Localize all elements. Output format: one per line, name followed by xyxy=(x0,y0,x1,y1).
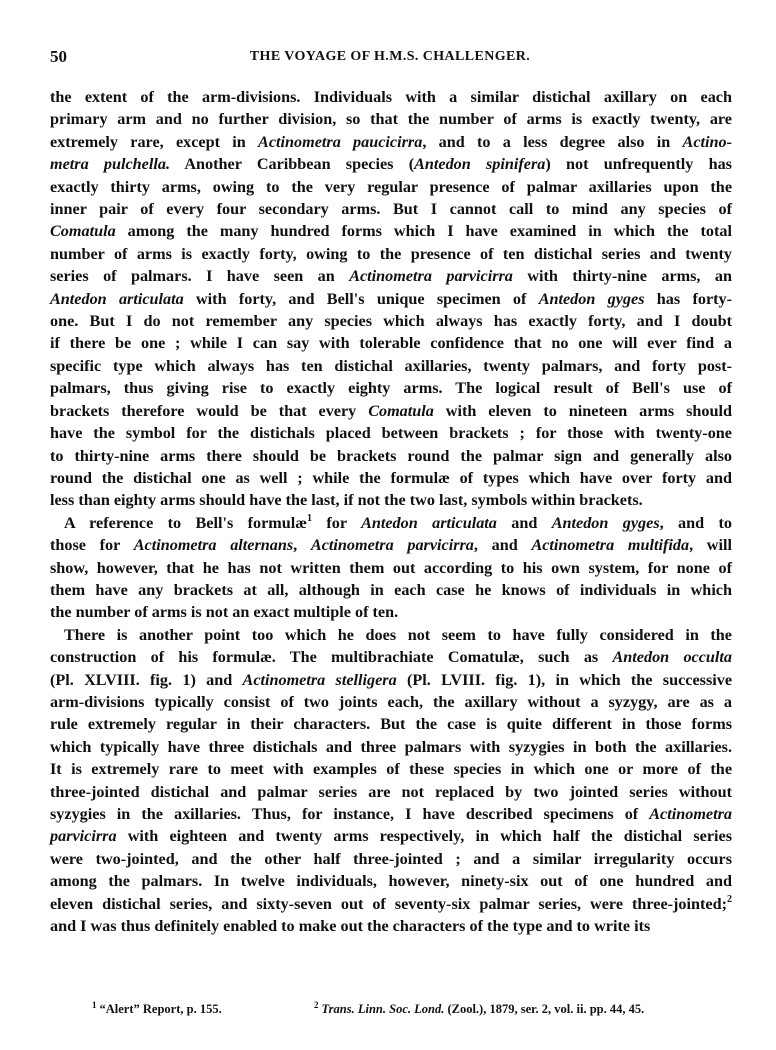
text-run: have the symbol for the distichals placed between brackets ; for those with twenty-one xyxy=(50,424,732,443)
text-run: palmars, thus giving rise to exactly eighty arms. The logical result of Bell's use of xyxy=(50,379,732,398)
text-run: number of arms is exactly forty, owing to the presence of ten distichal series and twenty xyxy=(50,244,732,263)
text-run: and xyxy=(496,513,552,532)
text-run: for xyxy=(311,513,362,532)
text-line xyxy=(50,512,732,534)
text-run: extremely rare, except in xyxy=(50,132,259,151)
running-head xyxy=(50,47,730,67)
text-line xyxy=(50,265,732,287)
italic-term: Antedon occulta xyxy=(612,648,732,667)
footnote-reference: 2 xyxy=(727,893,732,905)
text-run: with eleven to nineteen arms should xyxy=(433,401,733,420)
text-line xyxy=(50,489,732,511)
text-run: three-jointed distichal and palmar series are not replaced by two jointed series without xyxy=(50,782,732,801)
text-line xyxy=(50,332,732,354)
text-run: among the palmars. In twelve individuals, however, ninety-six out of one hundred and xyxy=(50,872,732,891)
text-run: It is extremely rare to meet with examples of these species in which one or more of the xyxy=(50,760,732,779)
italic-term: Antedon gyges xyxy=(538,289,645,308)
text-line xyxy=(50,557,732,579)
italic-term: Actinometra stelligera xyxy=(242,670,397,689)
paragraph-3 xyxy=(50,624,732,938)
text-run: them have any brackets at all, although in each case he knows of individuals in which xyxy=(50,580,732,599)
text-run: (Pl. XLVIII. fig. 1) and xyxy=(50,670,243,689)
text-run: A reference to Bell's formulæ xyxy=(64,513,307,532)
text-line xyxy=(50,400,732,422)
text-run: with thirty-nine arms, an xyxy=(512,267,732,286)
text-line xyxy=(50,736,732,758)
footnote-mark: 1 xyxy=(92,1000,97,1010)
text-run: round the distichal one as well ; while the formulæ of types which have over forty and xyxy=(50,468,732,487)
text-line xyxy=(50,108,732,130)
italic-term: Actinometra paucicirra xyxy=(258,132,423,151)
text-run: ) not unfrequently has xyxy=(545,155,732,174)
paragraph-1 xyxy=(50,86,732,512)
italic-term: Actinometra multifida xyxy=(531,536,690,555)
text-line xyxy=(50,310,732,332)
text-run: less than eighty arms should have the last, if not the two last, symbols within brackets. xyxy=(50,491,643,510)
text-run: eleven distichal series, and sixty-seven out of seventy-six palmar series, were three-jointed; xyxy=(50,894,727,913)
text-line xyxy=(50,870,732,892)
text-run: which typically have three distichals and three palmars with syzygies in both the axillaries. xyxy=(50,737,732,756)
footnote-1 xyxy=(92,1000,222,1017)
text-line xyxy=(50,288,732,310)
italic-term: Antedon articulata xyxy=(361,513,497,532)
text-line xyxy=(50,243,732,265)
text-line xyxy=(50,198,732,220)
italic-term: Antedon gyges xyxy=(551,513,660,532)
text-line xyxy=(50,153,732,175)
text-run: if there be one ; while I can say with tolerable confidence that no one will ever find a xyxy=(50,334,732,353)
text-run: among the many hundred forms which I have examined in which the total xyxy=(115,222,732,241)
text-run: arm-divisions typically consist of two joints each, the axillary without a syzygy, are as a xyxy=(50,692,732,711)
footnotes xyxy=(92,1000,712,1018)
italic-term: Actino- xyxy=(682,132,732,151)
footnote-text: (Zool.), 1879, ser. 2, vol. ii. pp. 44, 45. xyxy=(444,1002,645,1016)
text-run: , will xyxy=(689,536,732,555)
text-run: to thirty-nine arms there should be brackets round the palmar sign and generally also xyxy=(50,446,732,465)
footnote-text: “Alert” Report, p. 155. xyxy=(99,1002,222,1016)
text-run: inner pair of every four secondary arms. But I cannot call to mind any species of xyxy=(50,200,732,219)
text-line xyxy=(50,893,732,915)
text-run: brackets therefore would be that every xyxy=(50,401,369,420)
italic-term: Actinometra alternans xyxy=(133,536,294,555)
text-run: exactly thirty arms, owing to the very regular presence of palmar axillaries upon the xyxy=(50,177,732,196)
text-line xyxy=(50,176,732,198)
italic-term: Comatula xyxy=(50,222,116,241)
text-run: those for xyxy=(50,536,134,555)
text-run: and I was thus definitely enabled to make out the characters of the type and to write its xyxy=(50,917,651,936)
text-line xyxy=(50,781,732,803)
text-line xyxy=(50,601,732,623)
text-line xyxy=(50,915,732,937)
text-run: , and xyxy=(473,536,532,555)
text-line xyxy=(50,669,732,691)
text-run: Another Caribbean species ( xyxy=(170,155,415,174)
body-text xyxy=(50,86,732,937)
italic-term: metra pulchella. xyxy=(50,155,170,174)
text-line xyxy=(50,220,732,242)
text-line xyxy=(50,646,732,668)
text-run: the extent of the arm-divisions. Individuals with a similar distichal axillary on each xyxy=(50,88,732,106)
text-run: There is another point too which he does not seem to have fully considered in the xyxy=(64,625,732,644)
text-run: has forty- xyxy=(644,289,733,308)
text-line xyxy=(50,803,732,825)
text-run: specific type which always has ten distichal axillaries, twenty palmars, and forty post- xyxy=(50,356,732,375)
text-run: , and to xyxy=(659,513,732,532)
text-line xyxy=(50,467,732,489)
italic-term: Comatula xyxy=(368,401,434,420)
italic-term: Actinometra xyxy=(649,805,732,823)
text-run: show, however, that he has not written them out according to his own system, for none of xyxy=(50,558,732,577)
text-line xyxy=(50,377,732,399)
footnote-reference: 1 xyxy=(306,512,312,524)
text-run: (Pl. LVIII. fig. 1), in which the successive xyxy=(396,670,733,689)
running-title: THE VOYAGE OF H.M.S. CHALLENGER. xyxy=(249,49,531,64)
text-line xyxy=(50,355,732,377)
text-line xyxy=(50,445,732,467)
paragraph-2 xyxy=(50,512,732,624)
text-run: , xyxy=(293,536,311,555)
text-run: one. But I do not remember any species which always has exactly forty, and I doubt xyxy=(50,312,732,331)
text-run: with forty, and Bell's unique specimen of xyxy=(183,289,539,308)
text-line xyxy=(50,691,732,713)
text-line xyxy=(50,131,732,153)
text-line xyxy=(50,86,732,108)
italic-term: parvicirra xyxy=(50,827,117,846)
text-run: , and to a less degree also in xyxy=(422,132,683,151)
text-line xyxy=(50,848,732,870)
italic-term: Actinometra parvicirra xyxy=(349,267,513,286)
text-line xyxy=(50,713,732,735)
text-run: series of palmars. I have seen an xyxy=(50,267,350,286)
italic-term: Actinometra parvicirra xyxy=(310,536,474,555)
italic-term: Antedon spinifera xyxy=(414,155,546,174)
text-line xyxy=(50,534,732,556)
text-line xyxy=(50,758,732,780)
footnote-2 xyxy=(314,1000,644,1017)
text-run: were two-jointed, and the other half three-jointed ; and a similar irregularity occurs xyxy=(50,849,732,868)
text-run: the number of arms is not an exact multiple of ten. xyxy=(50,603,399,622)
text-run: rule extremely regular in their characters. But the case is quite different in those forms xyxy=(50,715,732,734)
footnote-journal-title: Trans. Linn. Soc. Lond. xyxy=(321,1002,445,1016)
text-run: syzygies in the axillaries. Thus, for instance, I have described specimens of xyxy=(50,805,650,823)
text-run: construction of his formulæ. The multibrachiate Comatulæ, such as xyxy=(50,648,613,667)
text-run: with eighteen and twenty arms respectively, in which half the distichal series xyxy=(116,827,732,846)
text-line xyxy=(50,624,732,646)
text-line xyxy=(50,825,732,847)
page-number: 50 xyxy=(50,47,67,66)
footnote-mark: 2 xyxy=(314,1000,319,1010)
text-line xyxy=(50,422,732,444)
italic-term: Antedon articulata xyxy=(50,289,184,308)
text-run: primary arm and no further division, so that the number of arms is exactly twenty, are xyxy=(50,110,732,129)
text-line xyxy=(50,579,732,601)
